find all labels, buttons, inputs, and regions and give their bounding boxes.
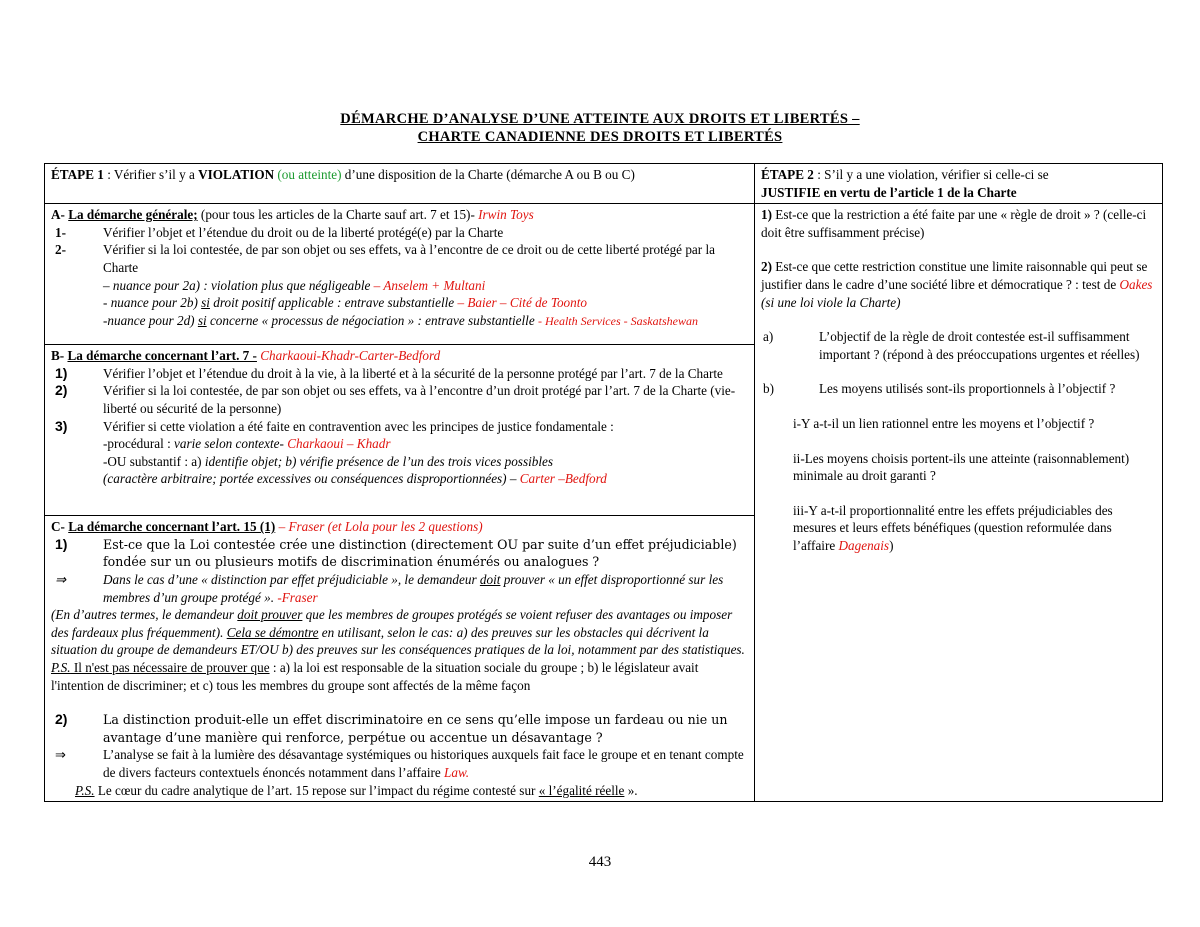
analysis-table: [44, 163, 1163, 802]
substantive-vices: (caractère arbitraire; portée excessives ou conséquences disproportionnées) – Carter –Bedford: [103, 471, 607, 487]
step1-label: ÉTAPE 1: [51, 167, 104, 182]
section-a-item-2: 2- Vérifier si la loi contestée, de par son objet ou ses effets, va à l’encontre de ce droit ou de cette liberté protégé par la Charte: [55, 242, 715, 275]
section-b-item-3: 3) Vérifier si cette violation a été faite en contravention avec les principes de justice fondamentale :: [55, 417, 614, 434]
step1-header: ÉTAPE 1 : Vérifier s’il y a VIOLATION (ou atteinte) d’une disposition de la Charte (démarche A ou B ou C): [45, 164, 755, 204]
case-irwin-toys: Irwin Toys: [478, 207, 534, 223]
title-line-2: CHARTE CANADIENNE DES DROITS ET LIBERTÉS: [417, 129, 783, 145]
step2-question-1: 1) Est-ce que la restriction a été faite par une « règle de droit » ? (celle-ci doit être suffisamment précise): [761, 207, 1147, 240]
nuance-2b: - nuance pour 2b) si droit positif applicable : entrave substantielle – Baier – Cité de Toonto: [103, 295, 587, 311]
section-a: A- La démarche générale; (pour tous les articles de la Charte sauf art. 7 et 15)- Irwin Toys 1- Vérifier l’objet et l’étendue du droit ou de la liberté protégé(e) par la Charte 2- Vérifier si la loi contestée, de par son objet ou ses effets, va à l’encontre de ce droit ou de cette liberté protégé par la Charte – nuance pour 2a) : violation plus que négligeable – Anselem + Multani - nuance pour 2b) si droit positif applicable : entrave substantielle – Baier – Cité de Toonto -nuance pour 2d) si concerne « processus de négociation » : entrave substantielle - Health Services - Saskatshewan: [45, 204, 754, 345]
arrow-right-icon: ⇒: [55, 747, 67, 763]
section-b-item-1: 1) Vérifier l’objet et l’étendue du droit à la vie, à la liberté et à la sécurité de la personne protégé par l’art. 7 de la Charte: [55, 364, 723, 381]
section-c: C- La démarche concernant l’art. 15 (1) – Fraser (et Lola pour les 2 questions) 1) Est-ce que la Loi contestée crée une distinction (directement OU par suite d’un effet préjudiciable) fondée sur un ou plusieurs motifs de discrimination énumérés ou analogues ? ⇒ Dans le cas d’une « distinction par effet préjudiciable », le demandeur doit prouver « un effet disproportionné sur les membres d’un groupe protégé ». -Fraser (En d’autres termes, le demandeur doit prouver que les membres de groupes protégés se voient refuser des avantages ou imposer des fardeaux plus fréquemment). Cela se démontre en utilisant, selon le cas: a) des preuves sur les obstacles qui décrivent la situation du groupe de demandeurs ET/OU b) des preuves sur les conséquences pratiques de la loi, notamment par des statistiques. P.S. Il n'est pas nécessaire de prouver que : a) la loi est responsable de la situation sociale du groupe ; b) le législateur avait l'intention de discriminer; et c) tous les membres du groupe sont affectés de la même façon 2) La distinction produit-elle un effet discriminatoire en ce sens qu’elle impose un fardeau ou nie un avantage d’une manière qui renforce, perpétue ou accentue un désavantage ? ⇒ L’analyse se fait à la lumière des désavantage systémiques ou historiques auxquels fait face le groupe et en tenant compte de divers facteurs contextuels énoncés notamment dans l’affaire Law. P.S. Le cœur du cadre analytique de l’art. 15 repose sur l’impact du régime contesté sur « l’égalité réelle ».: [45, 516, 754, 801]
case-fraser: – Fraser (et Lola pour les 2 questions): [275, 519, 483, 535]
document-title: [0, 110, 1200, 146]
section-c-heading: La démarche concernant l’art. 15 (1): [68, 519, 276, 535]
case-dagenais: Dagenais: [838, 537, 890, 553]
section-b-item-2: 2) Vérifier si la loi contestée, de par son objet ou ses effets, va à l’encontre d’un droit protégé par l’art. 7 de la Charte (vie- liberté ou sécurité de la personne): [55, 382, 736, 416]
nuance-2a: – nuance pour 2a) : violation plus que négligeable – Anselem + Multani: [103, 277, 486, 293]
case-oakes: Oakes: [1119, 276, 1153, 292]
oakes-sub-iii: iii-Y a-t-il proportionnalité entre les effets préjudiciables des mesures et leurs effets bénéfiques (question reformulée dans l’affaire Dagenais): [793, 502, 1113, 553]
section-a-heading: La démarche générale;: [68, 207, 198, 223]
step1-body: [45, 204, 755, 802]
page-number: 443: [588, 854, 612, 870]
oakes-sub-ii: ii-Les moyens choisis portent-ils une atteinte (raisonnablement) minimale au droit garanti ?: [793, 450, 1130, 484]
step2-label: ÉTAPE 2: [761, 167, 814, 182]
step2-body: [755, 204, 1163, 802]
atteinte-note: (ou atteinte): [277, 167, 342, 182]
section-c-ps-1: P.S. Il n'est pas nécessaire de prouver que : a) la loi est responsable de la situation sociale du groupe ; b) le législateur avait l'intention de discriminer; et c) tous les membres du groupe sont affectés de la même façon: [51, 659, 699, 693]
oakes-item-a: a) L’objectif de la règle de droit contestée est-il suffisamment important ? (répond à des préoccupations urgentes et réelles): [763, 329, 1140, 362]
section-c-ps-2: P.S. Le cœur du cadre analytique de l’art. 15 repose sur l’impact du régime contesté sur « l’égalité réelle ».: [75, 782, 638, 798]
arrow-right-icon: ⇒: [55, 571, 67, 587]
oakes-item-b: b) Les moyens utilisés sont-ils proportionnels à l’objectif ?: [763, 381, 1116, 397]
step2-question-2: 2) Est-ce que cette restriction constitue une limite raisonnable qui peut se justifier dans le cadre d’une société libre et démocratique ? : test de Oakes (si une loi viole la Charte): [761, 259, 1153, 310]
section-b: B- La démarche concernant l’art. 7 - Charkaoui-Khadr-Carter-Bedford 1) Vérifier l’objet et l’étendue du droit à la vie, à la liberté et à la sécurité de la personne protégé par l’art. 7 de la Charte 2) Vérifier si la loi contestée, de par son objet ou ses effets, va à l’encontre d’un droit protégé par l’art. 7 de la Charte (vie- liberté ou sécurité de la personne) 3) Vérifier si cette violation a été faite en contravention avec les principes de justice fondamentale : -procédural : varie selon contexte- Charkaoui – Khadr -OU substantif : a) identifie objet; b) vérifie présence de l’un des trois vices possibles (caractère arbitraire; portée excessives ou conséquences disproportionnées) – Carter –Bedford: [45, 345, 754, 516]
section-c-arrow-2: ⇒ L’analyse se fait à la lumière des désavantage systémiques ou historiques auxquels fait face le groupe et en tenant compte de divers facteurs contextuels énoncés notamment dans l’affaire Law.: [55, 747, 744, 780]
oakes-sub-i: i-Y a-t-il un lien rationnel entre les moyens et l’objectif ?: [793, 415, 1095, 431]
section-c-explanation: (En d’autres termes, le demandeur doit prouver que les membres de groupes protégés se voient refuser des avantages ou imposer des fardeaux plus fréquemment). Cela se démontre en utilisant, selon le cas: a) des preuves sur les obstacles qui décrivent la situation du groupe de demandeurs ET/OU b) des preuves sur les conséquences pratiques de la loi, notamment par des statistiques.: [51, 607, 745, 658]
section-a-item-1: 1- Vérifier l’objet et l’étendue du droit ou de la liberté protégé(e) par la Charte: [55, 224, 504, 240]
substantive-line: -OU substantif : a) identifie objet; b) vérifie présence de l’un des trois vices possibles: [103, 453, 553, 469]
section-b-heading: La démarche concernant l’art. 7 -: [67, 348, 257, 364]
section-c-arrow-1: ⇒ Dans le cas d’une « distinction par effet préjudiciable », le demandeur doit prouver « un effet disproportionné sur les membres d’un groupe protégé ». -Fraser: [55, 571, 724, 605]
title-line-1: DÉMARCHE D’ANALYSE D’UNE ATTEINTE AUX DROITS ET LIBERTÉS –: [340, 111, 860, 127]
section-c-item-1: 1) Est-ce que la Loi contestée crée une distinction (directement OU par suite d’un effet préjudiciable) fondée sur un ou plusieurs motifs de discrimination énumérés ou analogues ?: [55, 535, 737, 570]
step2-header: ÉTAPE 2 : S’il y a une violation, vérifier si celle-ci se JUSTIFIE en vertu de l’article 1 de la Charte: [755, 164, 1163, 204]
section-c-item-2: 2) La distinction produit-elle un effet discriminatoire en ce sens qu’elle impose un fardeau ou nie un avantage d’une manière qui renforce, perpétue ou accentue un désavantage ?: [55, 711, 728, 745]
procedural-line: -procédural : varie selon contexte- Charkaoui – Khadr: [103, 436, 391, 452]
case-charkaoui: Charkaoui-Khadr-Carter-Bedford: [256, 348, 441, 364]
nuance-2d: -nuance pour 2d) si concerne « processus de négociation » : entrave substantielle - Health Services - Saskatshewan: [103, 312, 698, 328]
